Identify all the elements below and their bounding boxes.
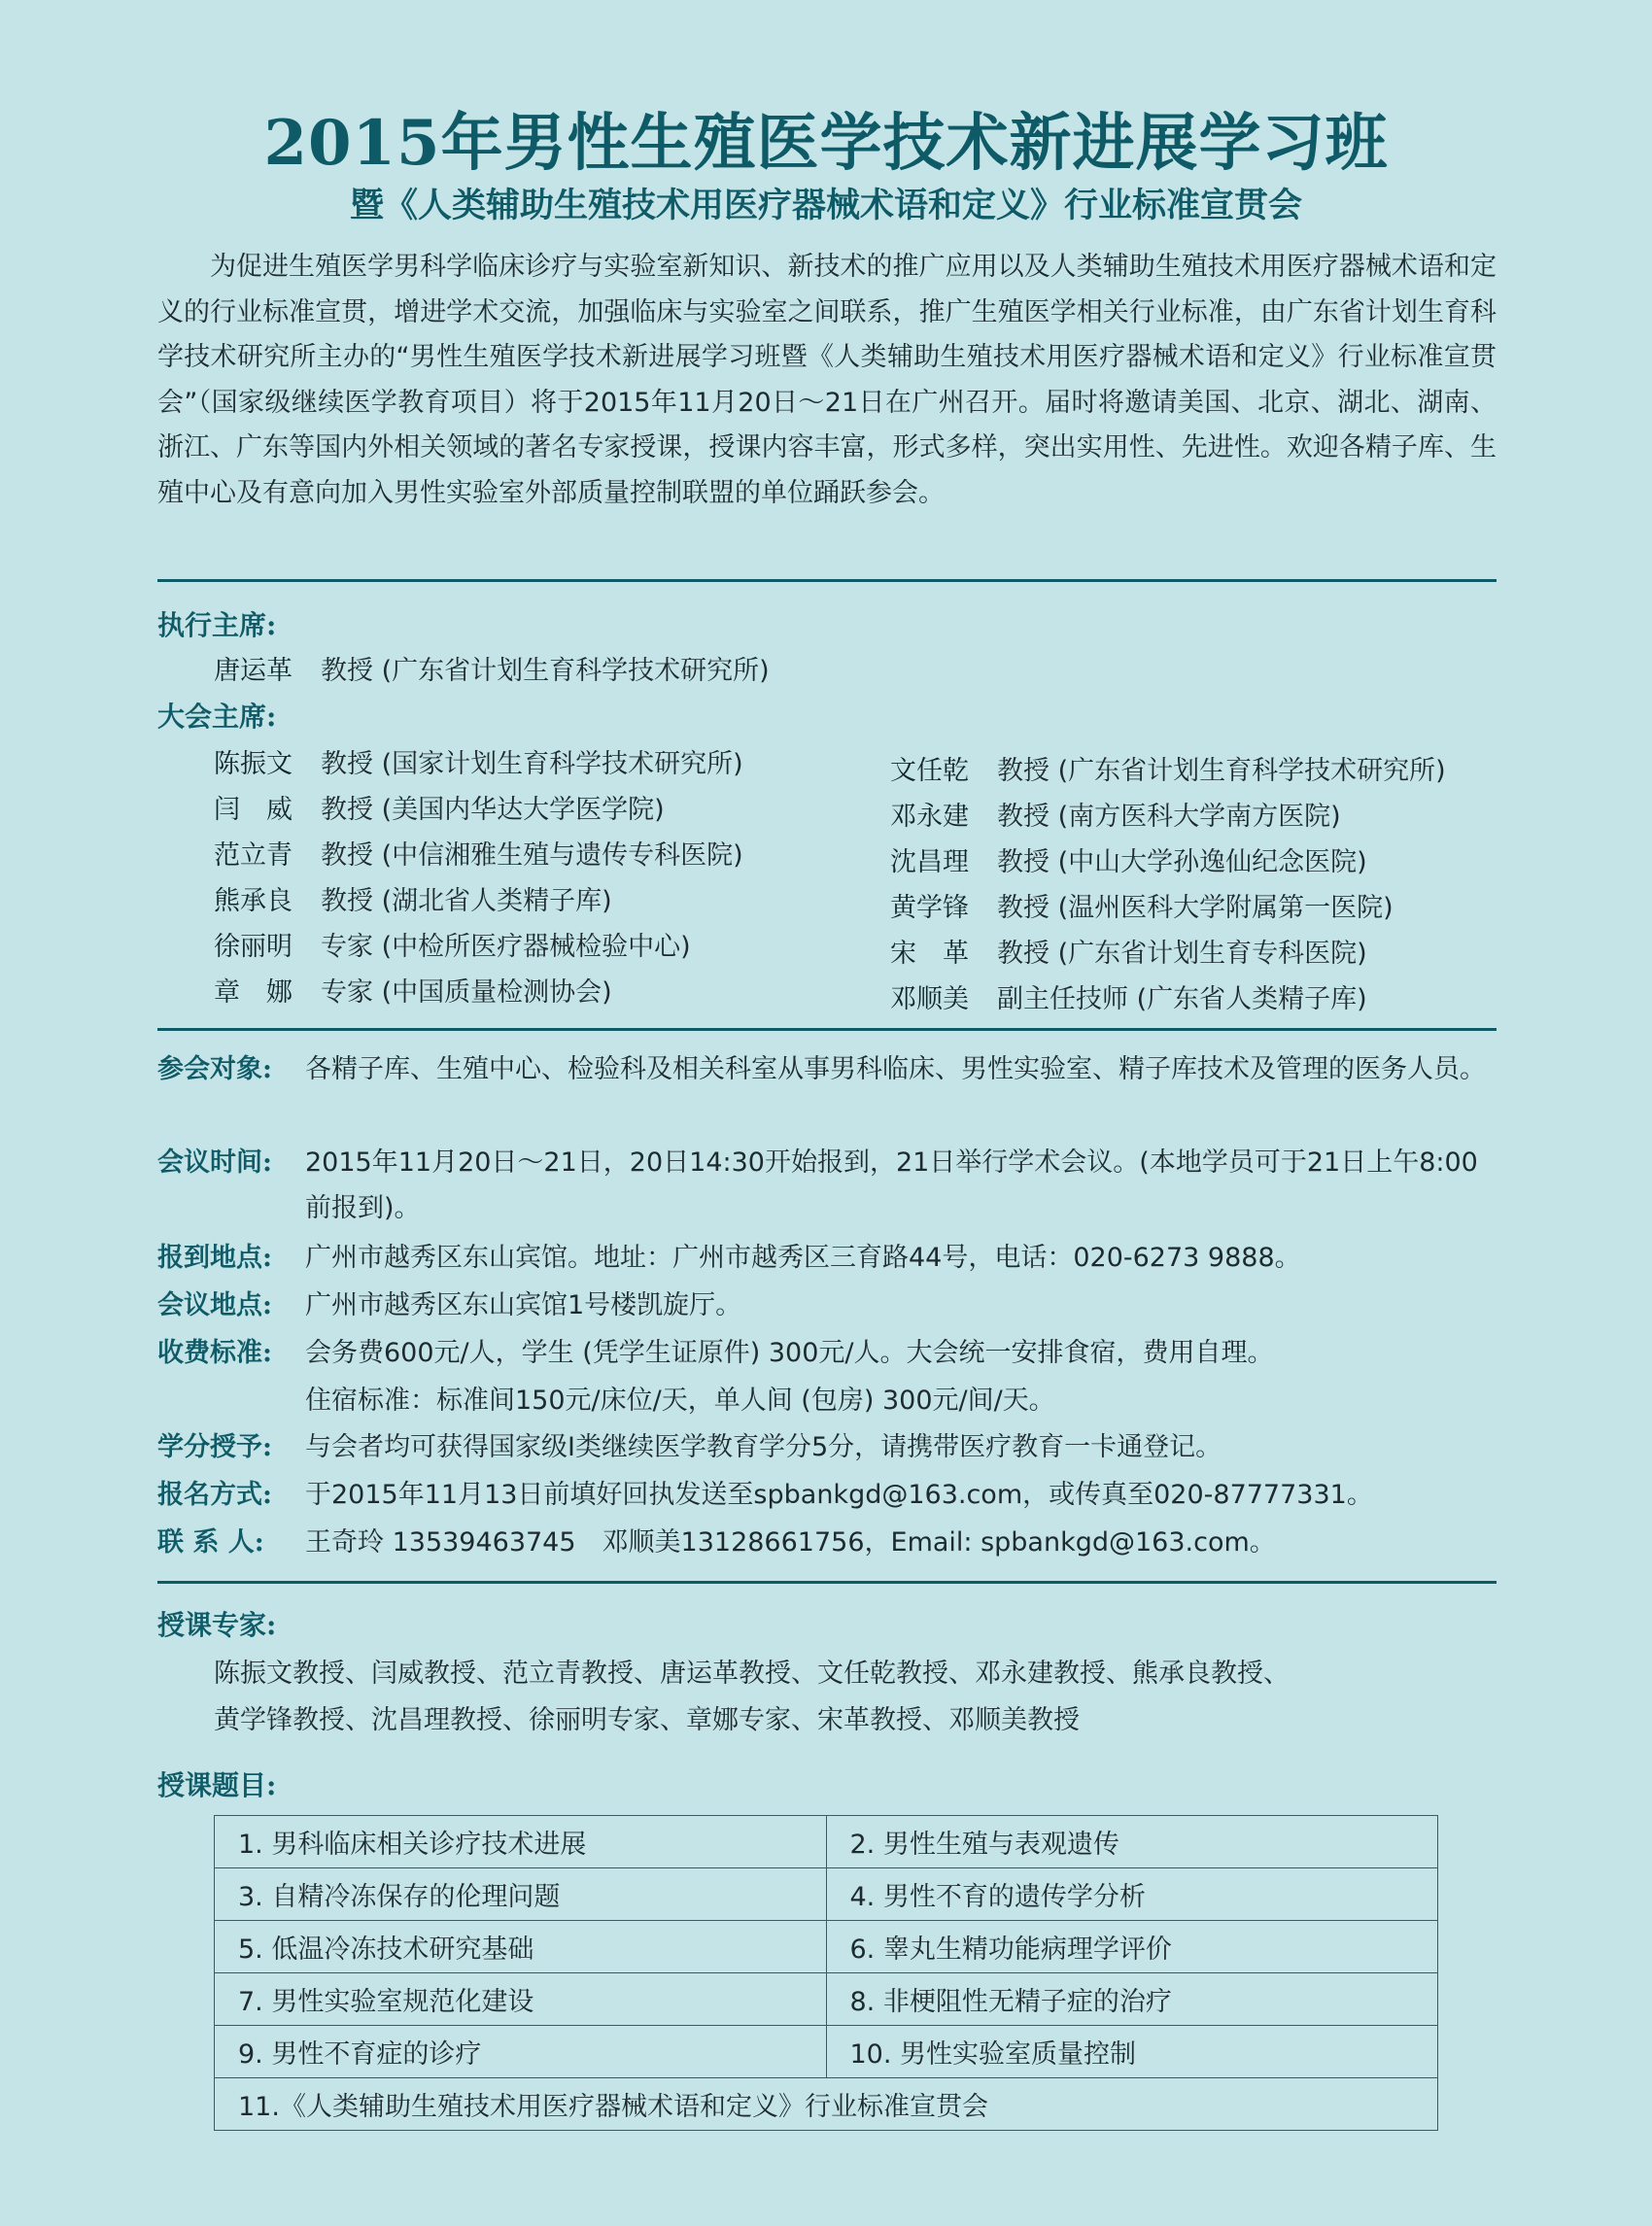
topic-cell: 5. 低温冷冻技术研究基础 [215,1921,827,1973]
chair-entry [214,971,612,1009]
info-label: 报名方式: [157,1480,272,1510]
table-row [215,2078,1438,2131]
person-title: 教授 (广东省计划生育专科医院) [997,939,1367,969]
chairs-heading: 大会主席: [157,701,277,733]
person-name: 沈昌理 [890,847,969,877]
page-subtitle: 暨《人类辅助生殖技术用医疗器械术语和定义》行业标准宣贯会 [349,187,1302,225]
person-title: 专家 (中检所医疗器械检验中心) [321,932,691,962]
info-value: 与会者均可获得国家级Ⅰ类继续医学教育学分5分，请携带医疗教育一卡通登记。 [305,1432,1222,1462]
person-title: 教授 (国家计划生育科学技术研究所) [321,749,743,779]
chair-entry [890,749,1446,787]
person-name: 徐丽明 [214,932,293,962]
info-label: 报到地点: [157,1243,272,1273]
person-title: 副主任技师 (广东省人类精子库) [997,984,1367,1014]
chair-entry [214,742,743,780]
exec-chair-entry [214,649,770,687]
person-name: 邓顺美 [890,984,969,1014]
info-value: 广州市越秀区东山宾馆1号楼凯旋厅。 [305,1290,742,1320]
topic-cell: 1. 男科临床相关诊疗技术进展 [215,1816,827,1868]
topics-heading: 授课题目: [157,1769,277,1801]
person-title: 教授 (温州医科大学附属第一医院) [997,893,1394,923]
info-attendees [157,1046,1498,1092]
table-row [215,1816,1438,1868]
topic-cell: 3. 自精冷冻保存的伦理问题 [215,1868,827,1921]
divider [157,579,1497,582]
info-time [157,1140,1498,1231]
info-label: 会议地点: [157,1290,272,1320]
topic-cell: 11.《人类辅助生殖技术用医疗器械术语和定义》行业标准宣贯会 [215,2078,1438,2131]
info-value: 于2015年11月13日前填好回执发送至spbankgd@163.com，或传真至020-87777331。 [305,1480,1373,1510]
person-title: 教授 (南方医科大学南方医院) [997,802,1341,832]
experts-line: 黄学锋教授、沈昌理教授、徐丽明专家、章娜专家、宋革教授、邓顺美教授 [214,1705,1080,1735]
table-row [215,1868,1438,1921]
person-name: 闫 威 [214,795,293,825]
person-title: 教授 (美国内华达大学医学院) [321,795,665,825]
person-title: 教授 (湖北省人类精子库) [321,886,612,916]
topics-table [214,1815,1438,2131]
info-credits [157,1424,1498,1470]
topic-cell: 10. 男性实验室质量控制 [826,2026,1438,2078]
person-name: 范立青 [214,840,293,871]
table-row [215,1973,1438,2026]
chair-entry [890,977,1367,1015]
person-name: 熊承良 [214,886,293,916]
chair-entry [890,795,1341,833]
person-name: 邓永建 [890,802,969,832]
exec-chair-heading: 执行主席: [157,609,277,641]
person-name: 陈振文 [214,749,293,779]
intro-paragraph: 为促进生殖医学男科学临床诊疗与实验室新知识、新技术的推广应用以及人类辅助生殖技术用医疗器械术语和定义的行业标准宣贯，增进学术交流，加强临床与实验室之间联系，推广生殖医学相关行业标准，由广东省计划生育科学技术研究所主办的“男性生殖医学技术新进展学习班暨《人类辅助生殖技术用医疗器械术语和定义》行业标准宣贯会”（国家级继续医学教育项目）将于2015年11月20日～21日在广州召开。届时将邀请美国、北京、湖北、湖南、浙江、广东等国内外相关领域的著名专家授课，授课内容丰富，形式多样，突出实用性、先进性。欢迎各精子库、生殖中心及有意向加入男性实验室外部质量控制联盟的单位踊跃参会。 [157,252,1497,508]
info-lodging [157,1378,1498,1423]
info-checkin-place [157,1235,1498,1281]
info-label: 学分授予: [157,1432,272,1462]
chair-entry [214,879,612,917]
person-title: 教授 (中信湘雅生殖与遗传专科医院) [321,840,743,871]
person-title: 教授 (广东省计划生育科学技术研究所) [997,756,1446,786]
topic-cell: 2. 男性生殖与表观遗传 [826,1816,1438,1868]
info-label: 会议时间: [157,1147,272,1178]
chair-entry [214,925,691,963]
person-name: 黄学锋 [890,893,969,923]
topic-cell: 4. 男性不育的遗传学分析 [826,1868,1438,1921]
person-title: 教授 (中山大学孙逸仙纪念医院) [997,847,1367,877]
info-value: 广州市越秀区东山宾馆。地址：广州市越秀区三育路44号，电话：020-6273 9888。 [305,1243,1301,1273]
chair-entry [890,932,1367,970]
topic-cell: 7. 男性实验室规范化建设 [215,1973,827,2026]
info-label: 联 系 人: [157,1527,264,1558]
info-value: 住宿标准：标准间150元/床位/天，单人间 (包房) 300元/间/天。 [305,1386,1055,1416]
divider [157,1028,1497,1031]
person-name: 文任乾 [890,756,969,786]
chair-entry [214,788,665,826]
person-name: 唐运革 [214,656,293,686]
person-name: 章 娜 [214,977,293,1008]
chair-entry [890,886,1394,924]
person-name: 宋 革 [890,939,969,969]
info-value: 2015年11月20日～21日，20日14:30开始报到，21日举行学术会议。(本地学员可于21日上午8:00前报到)。 [305,1147,1478,1223]
experts-heading: 授课专家: [157,1609,277,1641]
table-row [215,1921,1438,1973]
topic-cell: 8. 非梗阻性无精子症的治疗 [826,1973,1438,2026]
divider [157,1581,1497,1584]
chair-entry [890,840,1367,878]
person-title: 专家 (中国质量检测协会) [321,977,612,1008]
info-venue [157,1283,1498,1328]
info-label: 收费标准: [157,1338,272,1368]
info-label: 参会对象: [157,1054,272,1084]
info-value: 各精子库、生殖中心、检验科及相关科室从事男科临床、男性实验室、精子库技术及管理的医务人员。 [305,1054,1486,1084]
page-title: 2015年男性生殖医学技术新进展学习班 [263,107,1389,180]
info-fees [157,1330,1498,1376]
topic-cell: 6. 睾丸生精功能病理学评价 [826,1921,1438,1973]
info-label [157,1378,305,1423]
info-registration [157,1472,1498,1518]
experts-line: 陈振文教授、闫威教授、范立青教授、唐运革教授、文任乾教授、邓永建教授、熊承良教授、 [214,1659,1290,1689]
info-contact [157,1520,1498,1565]
info-value: 会务费600元/人，学生 (凭学生证原件) 300元/人。大会统一安排食宿，费用自理。 [305,1338,1274,1368]
topic-cell: 9. 男性不育症的诊疗 [215,2026,827,2078]
chair-entry [214,834,743,872]
info-value: 王奇玲 13539463745 邓顺美13128661756，Email: spbankgd@163.com。 [305,1527,1276,1558]
table-row [215,2026,1438,2078]
person-title: 教授 (广东省计划生育科学技术研究所) [321,656,770,686]
